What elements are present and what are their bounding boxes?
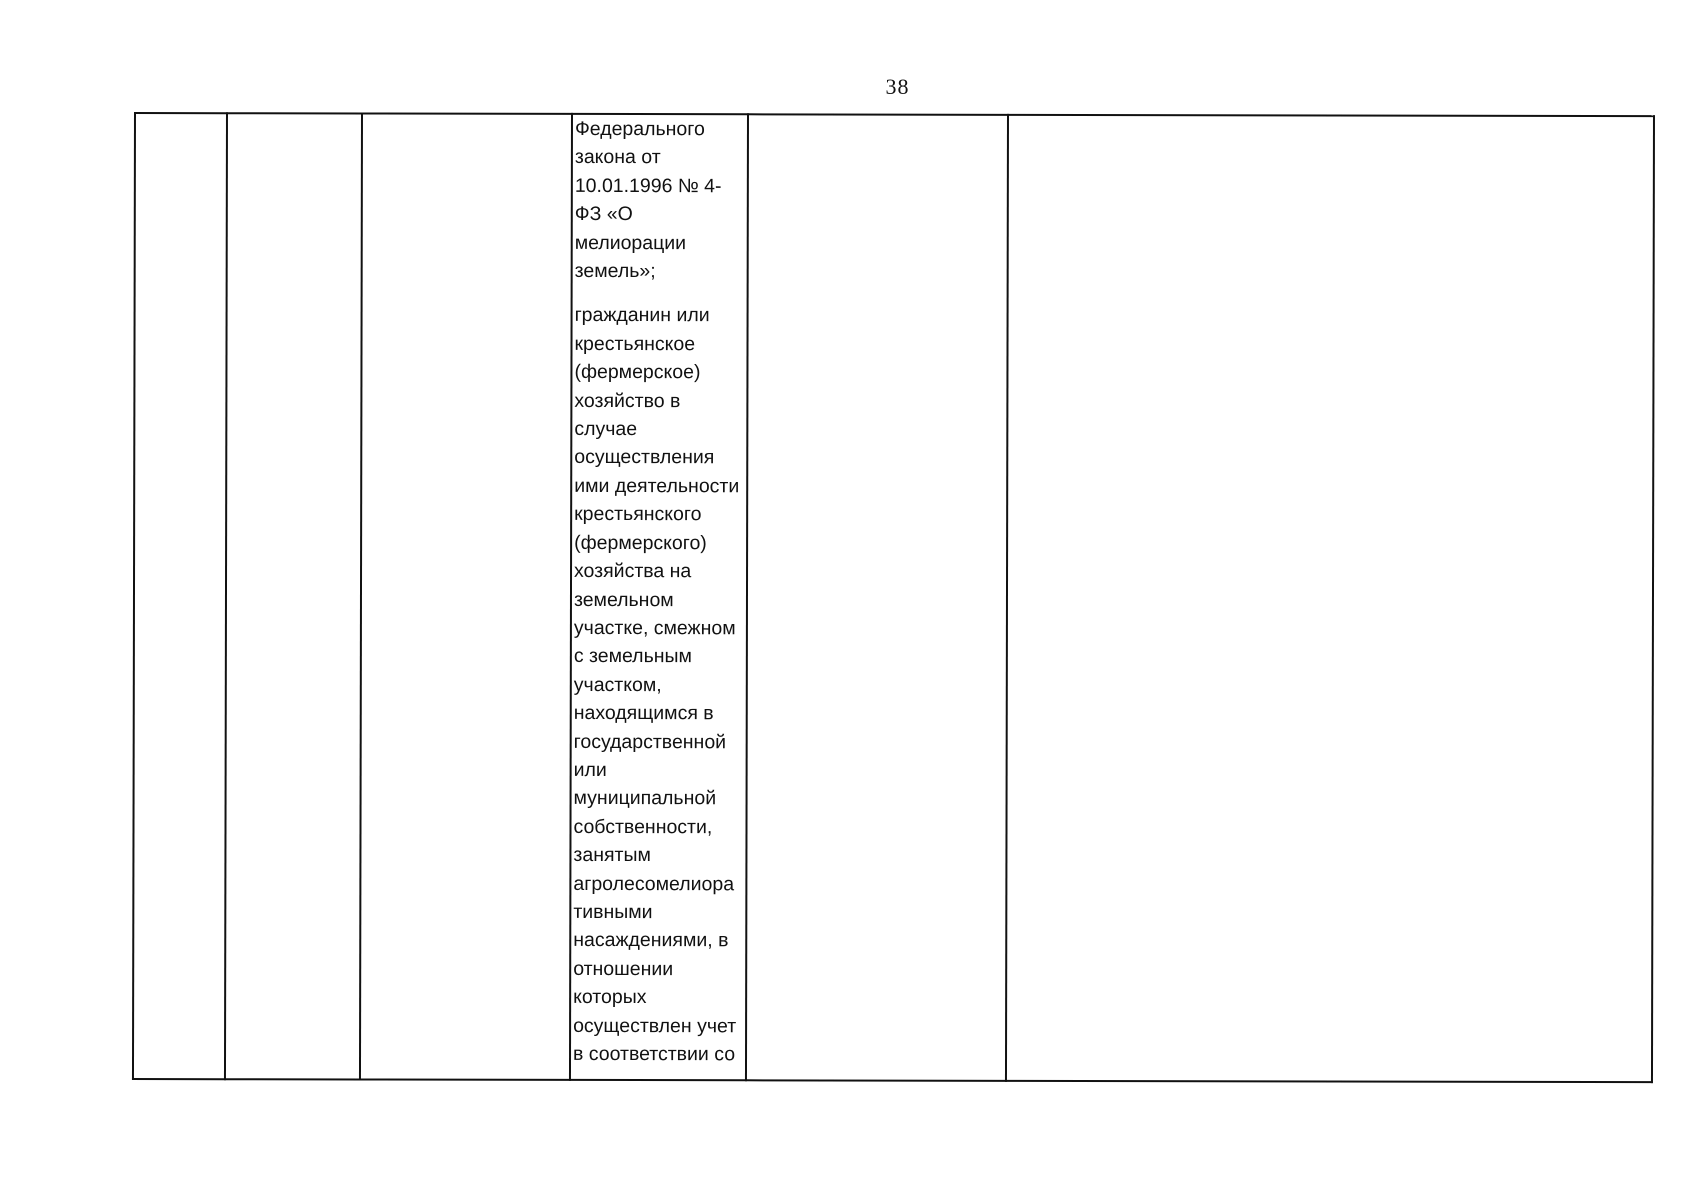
text-line: участком,: [573, 673, 662, 696]
text-line: крестьянского: [574, 503, 702, 526]
table-cell-col-4: [570, 114, 748, 1080]
text-line: занятым: [573, 844, 651, 867]
text-line: агролесомелиора: [573, 872, 735, 895]
table-cell-col-5: [746, 114, 1008, 1081]
text-line: собственности,: [573, 815, 713, 838]
text-line: закона от: [574, 146, 661, 169]
table-row: [133, 113, 1654, 1082]
text-line: Федерального: [574, 117, 705, 141]
text-line: ими деятельности: [574, 474, 740, 498]
text-line: хозяйство в: [574, 389, 681, 412]
text-line: находящимся в: [573, 702, 714, 725]
table-cell-col-6: [1006, 115, 1654, 1082]
text-line: 10.01.1996 № 4-: [574, 174, 722, 198]
text-line: ФЗ «О: [574, 203, 633, 226]
text-line: осуществлен учет: [573, 1014, 737, 1037]
text-line: крестьянское: [574, 332, 696, 356]
text-line: (фермерское): [574, 361, 701, 384]
text-line: хозяйства на: [574, 560, 692, 583]
cell-paragraph-2: [571, 301, 747, 1068]
page-number: 38: [885, 74, 910, 99]
table-cell-col-3: [360, 113, 572, 1079]
text-line: осуществления: [574, 446, 715, 469]
text-line: в соответствии со: [573, 1042, 736, 1066]
text-line: тивными: [573, 900, 653, 924]
text-line: гражданин или: [574, 304, 710, 327]
text-line: государственной: [573, 730, 727, 753]
document-table: [132, 112, 1655, 1083]
text-line: насаждениями, в: [573, 929, 729, 952]
cell-paragraph-1: [573, 115, 747, 286]
text-line: отношении: [573, 957, 674, 980]
text-line: с земельным: [573, 645, 692, 668]
text-line: мелиорации: [574, 231, 687, 254]
text-line: земель»;: [574, 259, 656, 283]
table-cell-col-1: [133, 113, 227, 1079]
text-line: земельном: [573, 588, 674, 611]
text-line: (фермерского): [574, 531, 707, 554]
text-line: муниципальной: [573, 787, 717, 810]
text-line: которых: [573, 986, 647, 1009]
text-line: случае: [574, 417, 638, 441]
text-line: или: [573, 758, 607, 781]
paragraph-spacer: [573, 285, 747, 301]
text-line: участке, смежном: [573, 616, 736, 640]
table-cell-col-2: [225, 113, 362, 1079]
